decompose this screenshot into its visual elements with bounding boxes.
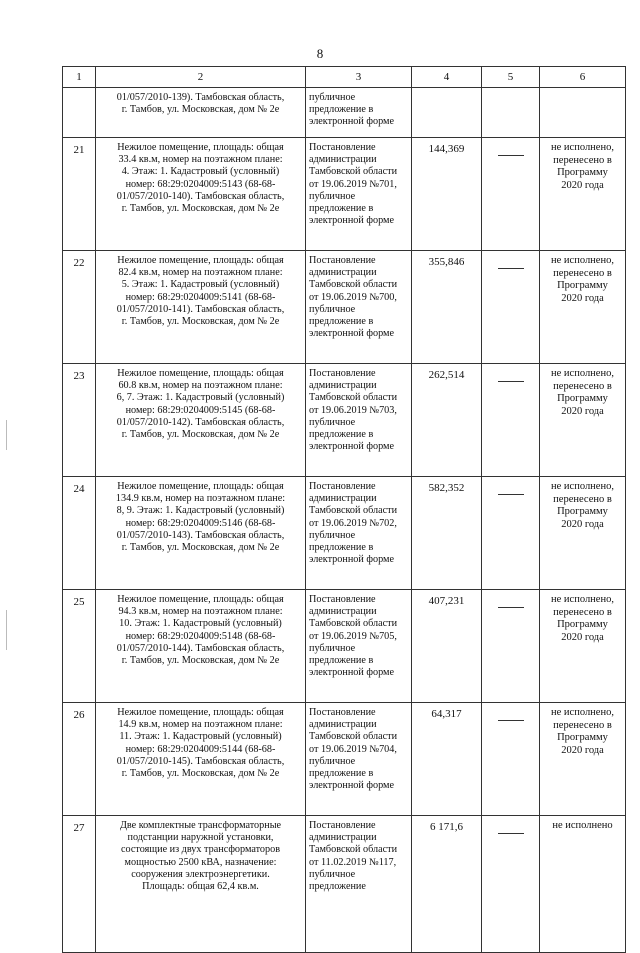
desc-line: 4. Этаж: 1. Кадастровый (условный) xyxy=(121,166,280,178)
basis-line: публичное xyxy=(309,416,356,428)
status-line: 2020 года xyxy=(561,631,604,643)
row-number-cell: 23 xyxy=(63,364,96,477)
basis-line: администрации xyxy=(309,719,377,731)
basis-line: от 19.06.2019 №703, xyxy=(309,404,397,416)
desc-line: 01/057/2010-144). Тамбовская область, xyxy=(116,642,285,654)
status-line: Программу xyxy=(557,732,608,743)
status-line: Программу xyxy=(557,506,608,517)
status-line: не исполнено, xyxy=(551,594,614,605)
status-line: Программу xyxy=(557,280,608,291)
basis-line: предложение в xyxy=(309,768,374,780)
scan-edge-mark xyxy=(6,610,7,650)
price-cell: 262,514 xyxy=(412,364,482,477)
status-line: 2020 года xyxy=(561,179,604,191)
price-cell xyxy=(412,88,482,138)
basis-line: администрации xyxy=(309,267,377,279)
desc-line: номер: 68:29:0204009:5145 (68-68- xyxy=(125,404,276,416)
note-cell xyxy=(482,88,540,138)
desc-line: номер: 68:29:0204009:5143 (68-68- xyxy=(125,178,276,190)
price-cell: 6 171,6 xyxy=(412,816,482,953)
basis-line: предложение xyxy=(309,881,366,893)
basis-line: Постановление xyxy=(309,142,376,153)
status-line: не исполнено, xyxy=(551,142,614,153)
status-line: перенесено в xyxy=(553,154,612,166)
desc-line: 01/057/2010-143). Тамбовская область, xyxy=(116,529,285,541)
status-cell xyxy=(540,88,626,138)
desc-line: 82.4 кв.м, номер на поэтажном плане: xyxy=(118,267,283,279)
price-cell: 407,231 xyxy=(412,590,482,703)
desc-line: 11. Этаж: 1. Кадастровый (условный) xyxy=(119,731,282,743)
status-line: 2020 года xyxy=(561,405,604,417)
object-description-cell xyxy=(96,138,306,251)
price-cell: 64,317 xyxy=(412,703,482,816)
price-cell: 582,352 xyxy=(412,477,482,590)
basis-line: публичное xyxy=(309,190,356,202)
table-row xyxy=(63,477,626,590)
price-cell: 144,369 xyxy=(412,138,482,251)
desc-line: 01/057/2010-145). Тамбовская область, xyxy=(116,755,285,767)
object-description-cell xyxy=(96,251,306,364)
desc-line: Нежилое помещение, площадь: общая xyxy=(117,368,284,379)
status-cell xyxy=(540,703,626,816)
desc-line: 01/057/2010-141). Тамбовская область, xyxy=(116,303,285,315)
note-cell xyxy=(482,816,540,953)
note-cell xyxy=(482,590,540,703)
desc-line: 01/057/2010-140). Тамбовская область, xyxy=(116,190,285,202)
basis-line: предложение в xyxy=(309,542,374,554)
sale-basis-cell xyxy=(306,703,412,816)
desc-line: номер: 68:29:0204009:5141 (68-68- xyxy=(125,291,276,303)
object-description-cell xyxy=(96,590,306,703)
desc-line: 6, 7. Этаж: 1. Кадастровый (условный) xyxy=(116,392,285,404)
desc-line: Две комплектные трансформаторные xyxy=(119,820,282,831)
basis-line: администрации xyxy=(309,380,377,392)
table-row xyxy=(63,138,626,251)
sale-basis-cell xyxy=(306,251,412,364)
basis-line: от 19.06.2019 №700, xyxy=(309,291,397,303)
desc-line: подстанции наружной установки, xyxy=(127,832,274,844)
sale-basis-cell xyxy=(306,88,412,138)
sale-basis-cell xyxy=(306,590,412,703)
status-line: Программу xyxy=(557,393,608,404)
status-line: перенесено в xyxy=(553,380,612,392)
status-cell xyxy=(540,590,626,703)
desc-line: сооружения электроэнергетики. xyxy=(131,868,270,880)
basis-line: администрации xyxy=(309,154,377,166)
header-cell: 2 xyxy=(96,67,306,88)
desc-line: номер: 68:29:0204009:5144 (68-68- xyxy=(125,743,276,755)
status-line: 2020 года xyxy=(561,292,604,304)
desc-line: Нежилое помещение, площадь: общая xyxy=(117,594,284,605)
header-cell: 4 xyxy=(412,67,482,88)
basis-line: предложение в xyxy=(309,316,374,328)
desc-line: Нежилое помещение, площадь: общая xyxy=(117,142,284,153)
status-cell xyxy=(540,251,626,364)
dash-mark xyxy=(498,268,524,269)
basis-line: Тамбовской области xyxy=(309,279,398,291)
status-line: перенесено в xyxy=(553,606,612,618)
note-cell xyxy=(482,477,540,590)
basis-line: Тамбовской области xyxy=(309,731,398,743)
row-number-cell: 27 xyxy=(63,816,96,953)
header-cell: 1 xyxy=(63,67,96,88)
desc-line: Площадь: общая 62,4 кв.м. xyxy=(142,881,259,893)
header-cell: 3 xyxy=(306,67,412,88)
desc-line: 01/057/2010-139). Тамбовская область, xyxy=(116,92,285,103)
basis-line: Тамбовской области xyxy=(309,166,398,178)
header-cell: 5 xyxy=(482,67,540,88)
table-row xyxy=(63,590,626,703)
basis-line: электронной форме xyxy=(309,116,394,128)
basis-line: публичное xyxy=(309,529,356,541)
basis-line: от 19.06.2019 №702, xyxy=(309,517,397,529)
desc-line: 60.8 кв.м, номер на поэтажном плане: xyxy=(118,380,283,392)
status-line: перенесено в xyxy=(553,719,612,731)
basis-line: электронной форме xyxy=(309,554,394,566)
desc-line: г. Тамбов, ул. Московская, дом № 2е xyxy=(121,104,280,116)
basis-line: от 19.06.2019 №704, xyxy=(309,743,397,755)
dash-mark xyxy=(498,155,524,156)
program-table xyxy=(62,66,626,953)
status-line: перенесено в xyxy=(553,493,612,505)
dash-mark xyxy=(498,833,524,834)
basis-line: Постановление xyxy=(309,707,376,718)
desc-line: г. Тамбов, ул. Московская, дом № 2е xyxy=(121,203,280,215)
basis-line: Постановление xyxy=(309,255,376,266)
basis-line: электронной форме xyxy=(309,780,394,792)
status-line: не исполнено xyxy=(552,820,613,831)
desc-line: 94.3 кв.м, номер на поэтажном плане: xyxy=(118,606,283,618)
desc-line: 134.9 кв.м, номер на поэтажном плане: xyxy=(115,493,286,505)
desc-line: 10. Этаж: 1. Кадастровый (условный) xyxy=(119,618,282,630)
basis-line: Постановление xyxy=(309,368,376,379)
status-line: не исполнено, xyxy=(551,707,614,718)
basis-line: администрации xyxy=(309,493,377,505)
basis-line: публичное xyxy=(309,868,356,880)
object-description-cell xyxy=(96,477,306,590)
basis-line: электронной форме xyxy=(309,667,394,679)
desc-line: Нежилое помещение, площадь: общая xyxy=(117,255,284,266)
status-line: 2020 года xyxy=(561,518,604,530)
basis-line: публичное xyxy=(309,303,356,315)
basis-line: Постановление xyxy=(309,594,376,605)
desc-line: 01/057/2010-142). Тамбовская область, xyxy=(116,416,285,428)
row-number-cell: 24 xyxy=(63,477,96,590)
dash-mark xyxy=(498,381,524,382)
desc-line: г. Тамбов, ул. Московская, дом № 2е xyxy=(121,542,280,554)
desc-line: состоящие из двух трансформаторов xyxy=(120,844,281,856)
desc-line: 33.4 кв.м, номер на поэтажном плане: xyxy=(118,154,283,166)
basis-line: от 19.06.2019 №701, xyxy=(309,178,397,190)
table-row xyxy=(63,703,626,816)
basis-line: предложение в xyxy=(309,104,374,116)
object-description-cell xyxy=(96,364,306,477)
object-description-cell xyxy=(96,88,306,138)
status-line: 2020 года xyxy=(561,744,604,756)
table-header-row xyxy=(63,67,626,88)
note-cell xyxy=(482,364,540,477)
basis-line: Тамбовской области xyxy=(309,618,398,630)
desc-line: номер: 68:29:0204009:5146 (68-68- xyxy=(125,517,276,529)
desc-line: мощностью 2500 кВА, назначение: xyxy=(124,856,277,868)
basis-line: предложение в xyxy=(309,655,374,667)
basis-line: электронной форме xyxy=(309,328,394,340)
basis-line: Тамбовской области xyxy=(309,844,398,856)
status-line: Программу xyxy=(557,619,608,630)
status-line: не исполнено, xyxy=(551,255,614,266)
row-number-cell: 26 xyxy=(63,703,96,816)
scan-edge-mark xyxy=(6,420,7,450)
sale-basis-cell xyxy=(306,477,412,590)
desc-line: г. Тамбов, ул. Московская, дом № 2е xyxy=(121,768,280,780)
desc-line: 8, 9. Этаж: 1. Кадастровый (условный) xyxy=(116,505,285,517)
desc-line: Нежилое помещение, площадь: общая xyxy=(117,481,284,492)
table-row xyxy=(63,816,626,953)
basis-line: электронной форме xyxy=(309,441,394,453)
desc-line: г. Тамбов, ул. Московская, дом № 2е xyxy=(121,655,280,667)
row-number-cell: 22 xyxy=(63,251,96,364)
sale-basis-cell xyxy=(306,364,412,477)
object-description-cell xyxy=(96,703,306,816)
page-number: 8 xyxy=(316,46,324,61)
status-cell xyxy=(540,364,626,477)
basis-line: от 19.06.2019 №705, xyxy=(309,630,397,642)
desc-line: 14.9 кв.м, номер на поэтажном плане: xyxy=(118,719,283,731)
status-line: не исполнено, xyxy=(551,481,614,492)
basis-line: публичное xyxy=(309,755,356,767)
desc-line: г. Тамбов, ул. Московская, дом № 2е xyxy=(121,429,280,441)
row-number-cell: 25 xyxy=(63,590,96,703)
header-cell: 6 xyxy=(540,67,626,88)
status-line: перенесено в xyxy=(553,267,612,279)
table-row xyxy=(63,251,626,364)
desc-line: номер: 68:29:0204009:5148 (68-68- xyxy=(125,630,276,642)
object-description-cell xyxy=(96,816,306,953)
row-number-cell xyxy=(63,88,96,138)
basis-line: от 11.02.2019 №117, xyxy=(309,856,397,868)
sale-basis-cell xyxy=(306,138,412,251)
status-line: Программу xyxy=(557,167,608,178)
desc-line: 5. Этаж: 1. Кадастровый (условный) xyxy=(121,279,280,291)
basis-line: электронной форме xyxy=(309,215,394,227)
basis-line: администрации xyxy=(309,832,377,844)
table-row xyxy=(63,88,626,138)
note-cell xyxy=(482,251,540,364)
note-cell xyxy=(482,138,540,251)
note-cell xyxy=(482,703,540,816)
basis-line: предложение в xyxy=(309,429,374,441)
sale-basis-cell xyxy=(306,816,412,953)
desc-line: Нежилое помещение, площадь: общая xyxy=(117,707,284,718)
dash-mark xyxy=(498,607,524,608)
status-cell xyxy=(540,138,626,251)
dash-mark xyxy=(498,720,524,721)
basis-line: предложение в xyxy=(309,203,374,215)
basis-line: Тамбовской области xyxy=(309,392,398,404)
price-cell: 355,846 xyxy=(412,251,482,364)
basis-line: публичное xyxy=(309,642,356,654)
table-row xyxy=(63,364,626,477)
status-cell xyxy=(540,816,626,953)
basis-line: публичное xyxy=(309,92,356,103)
basis-line: Тамбовской области xyxy=(309,505,398,517)
desc-line: г. Тамбов, ул. Московская, дом № 2е xyxy=(121,316,280,328)
basis-line: Постановление xyxy=(309,820,376,831)
status-cell xyxy=(540,477,626,590)
row-number-cell: 21 xyxy=(63,138,96,251)
status-line: не исполнено, xyxy=(551,368,614,379)
basis-line: Постановление xyxy=(309,481,376,492)
dash-mark xyxy=(498,494,524,495)
basis-line: администрации xyxy=(309,606,377,618)
